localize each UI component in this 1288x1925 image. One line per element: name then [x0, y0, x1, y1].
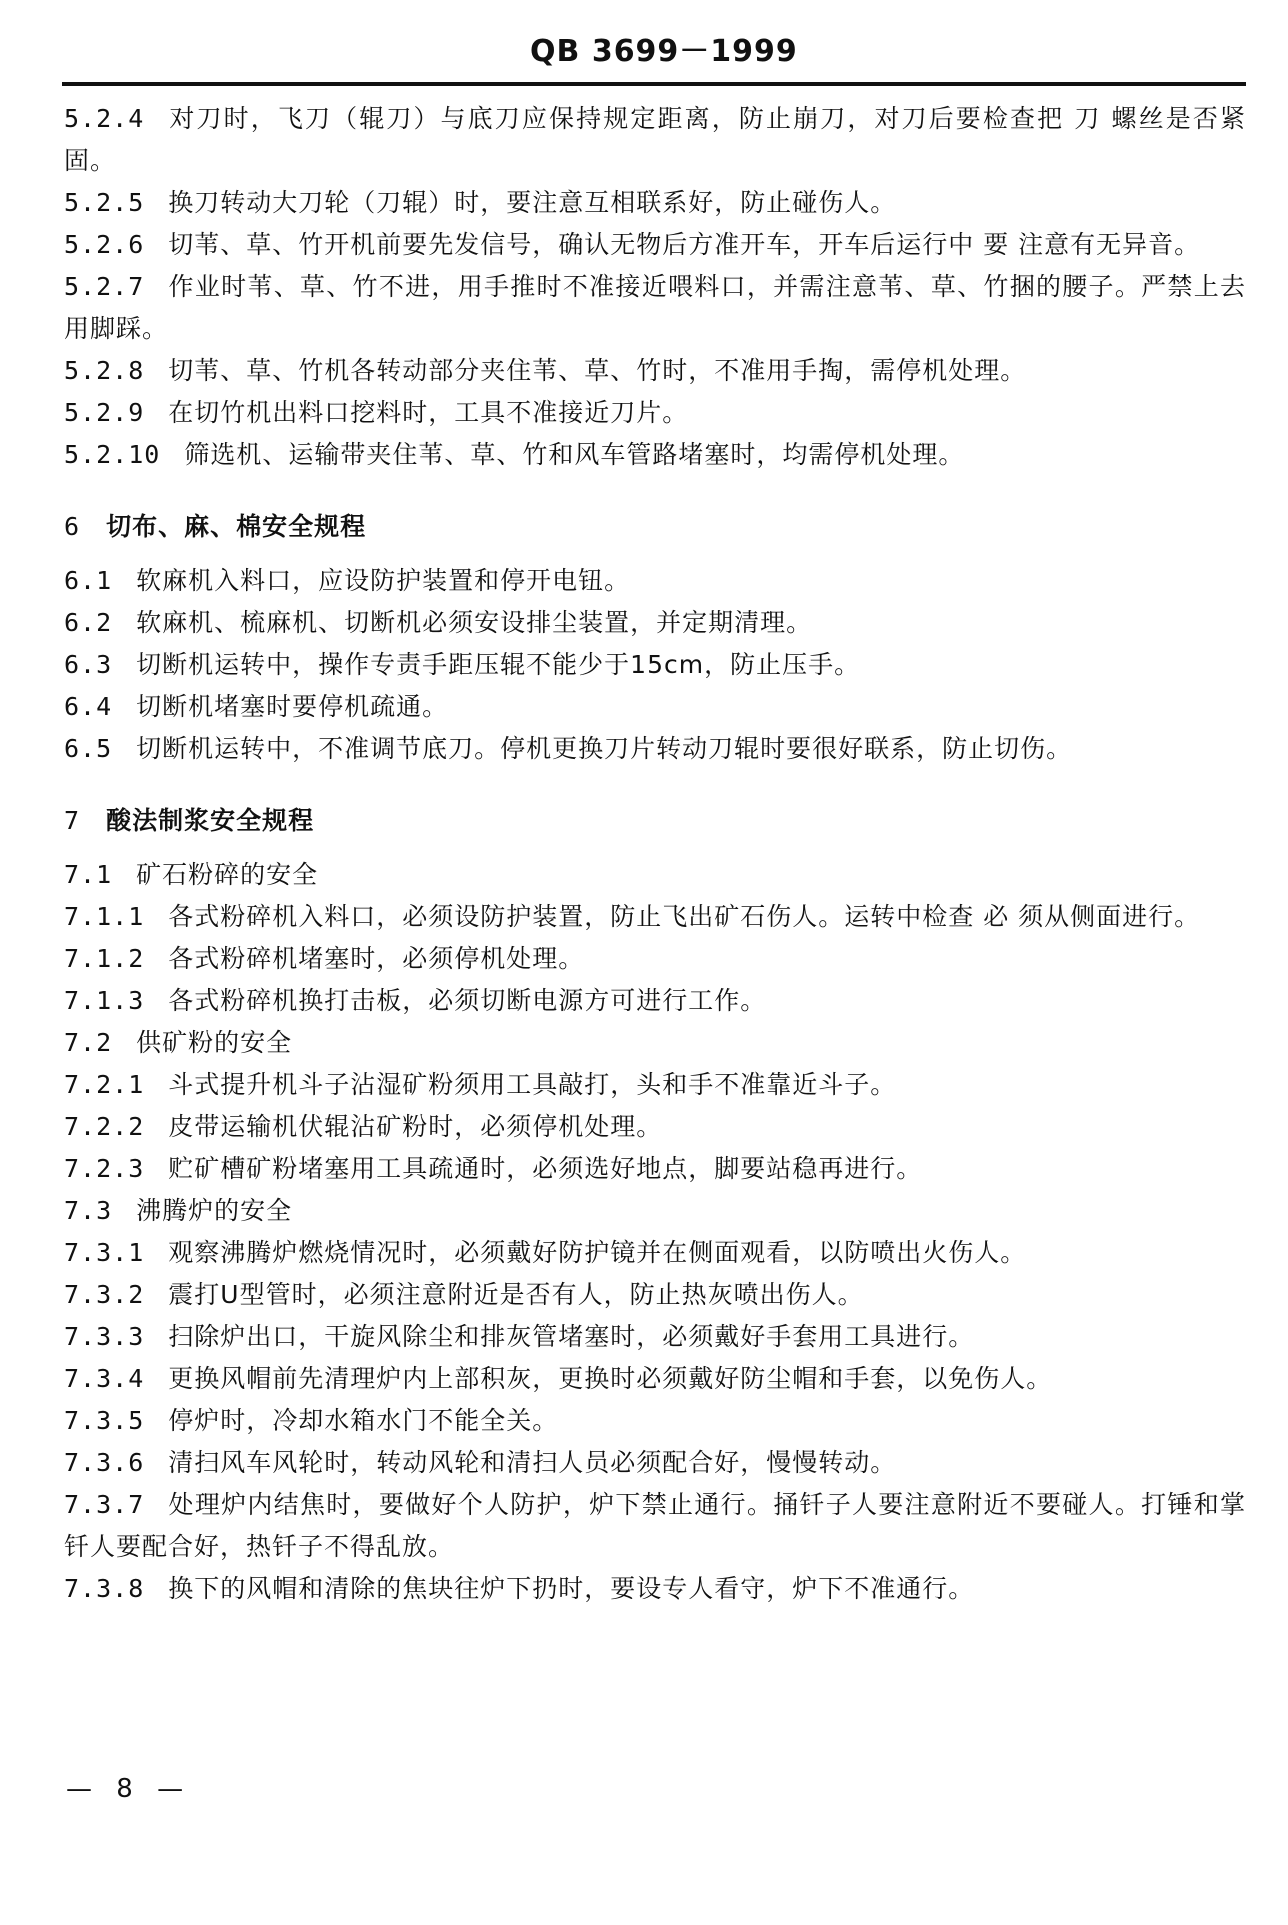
- clause-number: 7.2.2: [64, 1112, 145, 1141]
- clause-paragraph: [64, 602, 1246, 644]
- clause-number: 6.2: [64, 608, 113, 637]
- clause-number: 7.3.4: [64, 1364, 145, 1393]
- clause-paragraph: [64, 560, 1246, 602]
- clause-paragraph: [64, 392, 1246, 434]
- clause-number: 7.3.3: [64, 1322, 145, 1351]
- clause-number: 7.2: [64, 1028, 113, 1057]
- clause-paragraph: [64, 266, 1246, 350]
- clause-paragraph: [64, 1484, 1246, 1568]
- clause-number: 7.3.5: [64, 1406, 145, 1435]
- clause-paragraph: [64, 980, 1246, 1022]
- clause-text: 扫除炉出口，干旋风除尘和排灰管堵塞时，必须戴好手套用工具进行。: [168, 1322, 975, 1351]
- clause-paragraph: [64, 98, 1246, 182]
- clause-text: 皮带运输机伏辊沾矿粉时，必须停机处理。: [168, 1112, 663, 1141]
- clause-number: 6.3: [64, 650, 113, 679]
- clause-text: 换刀转动大刀轮（刀辊）时，要注意互相联系好，防止碰伤人。: [168, 188, 897, 217]
- clause-paragraph: [64, 434, 1246, 476]
- clause-number: 7.2.1: [64, 1070, 145, 1099]
- clause-paragraph: [64, 686, 1246, 728]
- clause-paragraph: [64, 1022, 1246, 1064]
- clause-text: 换下的风帽和清除的焦块往炉下扔时，要设专人看守，炉下不准通行。: [168, 1574, 975, 1603]
- clause-paragraph: [64, 644, 1246, 686]
- clause-text: 在切竹机出料口挖料时，工具不准接近刀片。: [168, 398, 689, 427]
- clause-text: 各式粉碎机入料口，必须设防护装置，防止飞出矿石伤人。运转中检查 必 须从侧面进行。: [168, 902, 1201, 931]
- clause-number: 7.1: [64, 860, 113, 889]
- clause-number: 7.3.1: [64, 1238, 145, 1267]
- clause-text: 贮矿槽矿粉堵塞用工具疏通时，必须选好地点，脚要站稳再进行。: [168, 1154, 923, 1183]
- clause-number: 5.2.4: [64, 104, 145, 133]
- clause-text: 沸腾炉的安全: [136, 1196, 293, 1225]
- clause-number: 6.4: [64, 692, 113, 721]
- clause-paragraph: [64, 1442, 1246, 1484]
- clause-text: 切苇、草、竹机各转动部分夹住苇、草、竹时，不准用手掏，需停机处理。: [168, 356, 1027, 385]
- clause-number: 5.2.7: [64, 272, 145, 301]
- clause-number: 7.3.2: [64, 1280, 145, 1309]
- clause-text: 震打U型管时，必须注意附近是否有人，防止热灰喷出伤人。: [168, 1280, 864, 1309]
- clause-text: 软麻机入料口，应设防护装置和停开电钮。: [136, 566, 631, 595]
- clause-text: 更换风帽前先清理炉内上部积灰，更换时必须戴好防尘帽和手套，以免伤人。: [168, 1364, 1053, 1393]
- clause-number: 5.2.9: [64, 398, 145, 427]
- clause-paragraph: [64, 1358, 1246, 1400]
- clause-text: 酸法制浆安全规程: [106, 806, 315, 835]
- clause-number: 5.2.10: [64, 440, 161, 469]
- clause-number: 5.2.6: [64, 230, 145, 259]
- clause-text: 作业时苇、草、竹不进，用手推时不准接近喂料口，并需注意苇、草、竹捆的腰子。严禁上去用脚踩。: [64, 272, 1246, 343]
- clause-number: 6.5: [64, 734, 113, 763]
- clause-text: 观察沸腾炉燃烧情况时，必须戴好防护镜并在侧面观看，以防喷出火伤人。: [168, 1238, 1027, 1267]
- clause-paragraph: [64, 1064, 1246, 1106]
- clause-paragraph: [64, 1232, 1246, 1274]
- clause-paragraph: [64, 1274, 1246, 1316]
- header-rule: [62, 82, 1246, 86]
- clause-text: 切苇、草、竹开机前要先发信号，确认无物后方准开车，开车后运行中 要 注意有无异音。: [168, 230, 1201, 259]
- clause-paragraph: [64, 1148, 1246, 1190]
- clause-number: 6.1: [64, 566, 113, 595]
- clause-number: 7.1.3: [64, 986, 145, 1015]
- clause-text: 斗式提升机斗子沾湿矿粉须用工具敲打，头和手不准靠近斗子。: [168, 1070, 897, 1099]
- clause-number: 5.2.5: [64, 188, 145, 217]
- clause-number: 7.2.3: [64, 1154, 145, 1183]
- page-number: — 8 —: [66, 1774, 192, 1804]
- clause-number: 7.3.7: [64, 1490, 145, 1519]
- clause-text: 对刀时，飞刀（辊刀）与底刀应保持规定距离，防止崩刀，对刀后要检查把 刀 螺丝是否紧固。: [64, 104, 1246, 175]
- clause-number: 7.3: [64, 1196, 113, 1225]
- clause-paragraph: [64, 854, 1246, 896]
- clause-text: 各式粉碎机堵塞时，必须停机处理。: [168, 944, 585, 973]
- clause-paragraph: [64, 1316, 1246, 1358]
- clause-text: 切断机运转中，操作专责手距压辊不能少于15cm，防止压手。: [136, 650, 861, 679]
- clause-number: 7.1.1: [64, 902, 145, 931]
- clause-paragraph: [64, 1190, 1246, 1232]
- standard-code: QB 3699－1999: [530, 34, 798, 69]
- clause-text: 切断机堵塞时要停机疏通。: [136, 692, 449, 721]
- clause-paragraph: [64, 728, 1246, 770]
- clause-text: 切布、麻、棉安全规程: [106, 512, 367, 541]
- clause-text: 矿石粉碎的安全: [136, 860, 319, 889]
- clause-text: 处理炉内结焦时，要做好个人防护，炉下禁止通行。捅钎子人要注意附近不要碰人。打锤和掌钎人要配合好，热钎子不得乱放。: [64, 1490, 1246, 1561]
- clause-number: 6: [64, 512, 81, 541]
- clause-text: 筛选机、运输带夹住苇、草、竹和风车管路堵塞时，均需停机处理。: [184, 440, 965, 469]
- clause-paragraph: [64, 1568, 1246, 1610]
- section-heading: [64, 506, 1246, 548]
- clause-text: 各式粉碎机换打击板，必须切断电源方可进行工作。: [168, 986, 767, 1015]
- clause-text: 停炉时，冷却水箱水门不能全关。: [168, 1406, 559, 1435]
- clause-paragraph: [64, 896, 1246, 938]
- clause-paragraph: [64, 1400, 1246, 1442]
- clause-number: 7.3.6: [64, 1448, 145, 1477]
- section-heading: [64, 800, 1246, 842]
- clause-number: 7.1.2: [64, 944, 145, 973]
- clause-text: 清扫风车风轮时，转动风轮和清扫人员必须配合好，慢慢转动。: [168, 1448, 897, 1477]
- clause-text: 软麻机、梳麻机、切断机必须安设排尘装置，并定期清理。: [136, 608, 813, 637]
- clause-text: 供矿粉的安全: [136, 1028, 293, 1057]
- clause-paragraph: [64, 224, 1246, 266]
- clause-paragraph: [64, 182, 1246, 224]
- clause-number: 7.3.8: [64, 1574, 145, 1603]
- clause-text: 切断机运转中，不准调节底刀。停机更换刀片转动刀辊时要很好联系，防止切伤。: [136, 734, 1073, 763]
- clause-number: 7: [64, 806, 81, 835]
- document-body: [64, 98, 1246, 1610]
- clause-number: 5.2.8: [64, 356, 145, 385]
- clause-paragraph: [64, 1106, 1246, 1148]
- clause-paragraph: [64, 350, 1246, 392]
- clause-paragraph: [64, 938, 1246, 980]
